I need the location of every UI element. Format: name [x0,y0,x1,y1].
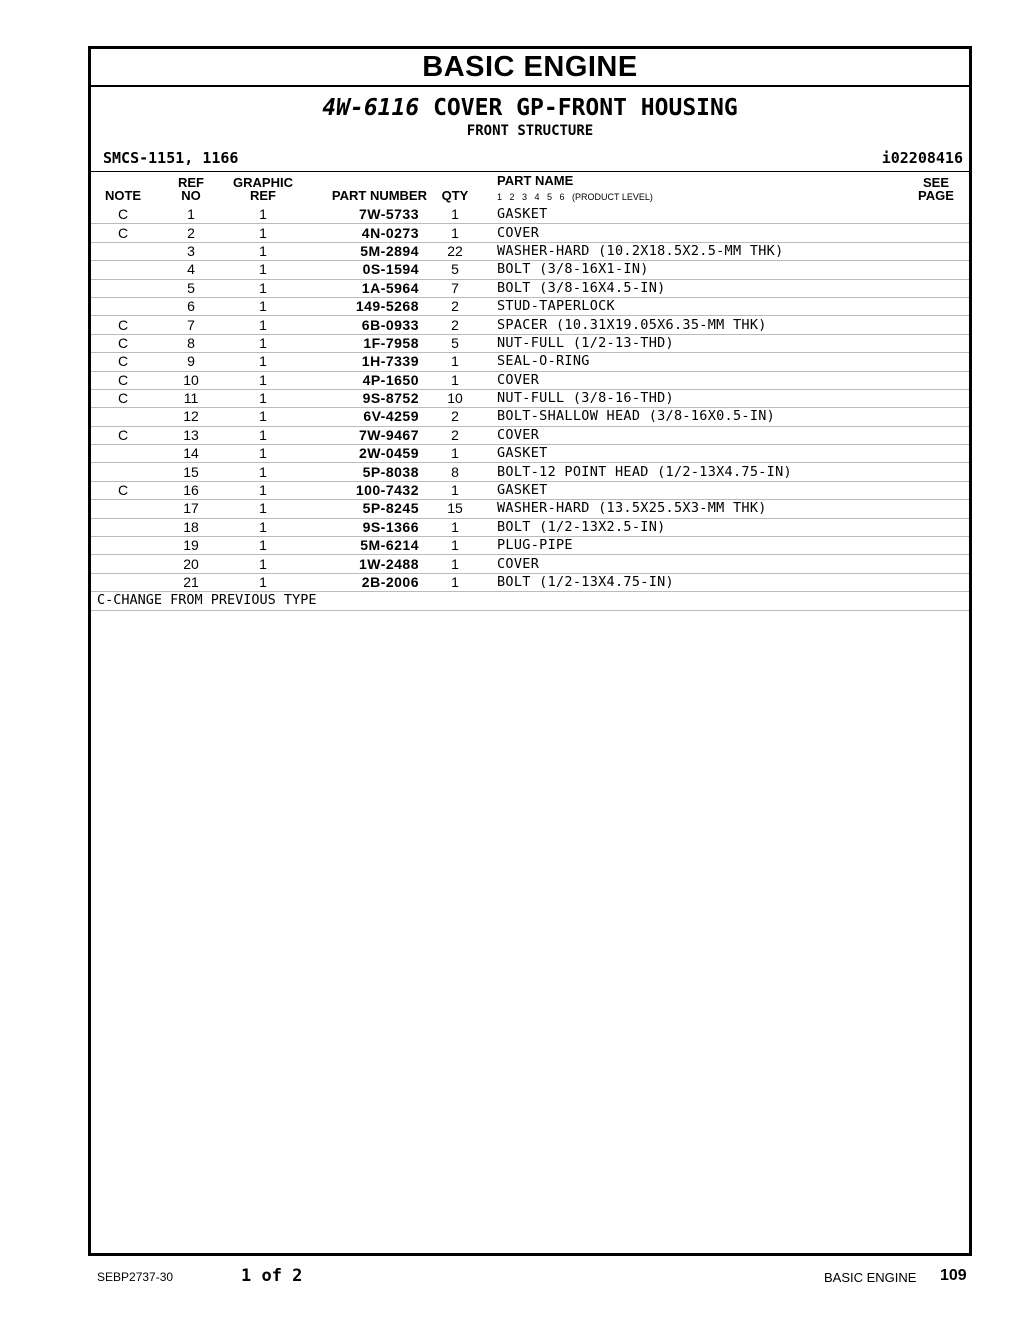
table-row [91,224,969,242]
row-part-number: 7W-9467 [299,426,427,444]
row-qty: 1 [427,537,483,555]
row-qty: 22 [427,242,483,260]
row-graphic-ref: 1 [227,206,299,224]
row-part-name: BOLT (3/8-16X1-IN) [483,261,969,279]
smcs-code: SMCS-1151, 1166 [103,149,239,167]
row-part-number: 7W-5733 [299,206,427,224]
table-row [91,426,969,444]
row-qty: 2 [427,297,483,315]
table-row [91,500,969,518]
row-part-number: 9S-8752 [299,389,427,407]
row-ref-no: 8 [155,334,227,352]
table-row [91,573,969,591]
row-part-name: BOLT (1/2-13X2.5-IN) [483,518,969,536]
row-qty: 15 [427,500,483,518]
row-graphic-ref: 1 [227,426,299,444]
table-row [91,481,969,499]
col-ref-header-top: REF [178,175,204,190]
row-note: C [91,481,155,499]
row-ref-no: 17 [155,500,227,518]
row-part-number: 100-7432 [299,481,427,499]
row-note [91,242,155,260]
col-graphic-header-top: GRAPHIC [233,175,293,190]
table-row [91,242,969,260]
row-ref-no: 14 [155,445,227,463]
row-qty: 1 [427,224,483,242]
group-part-number: 4W-6116 [322,95,420,121]
row-note [91,500,155,518]
row-note [91,445,155,463]
row-graphic-ref: 1 [227,500,299,518]
row-part-name: GASKET [483,445,969,463]
row-ref-no: 20 [155,555,227,573]
row-qty: 1 [427,445,483,463]
row-qty: 1 [427,573,483,591]
row-part-name: BOLT (1/2-13X4.75-IN) [483,573,969,591]
row-ref-no: 3 [155,242,227,260]
section-title: BASIC ENGINE [91,49,969,87]
col-part-number-header: PART NUMBER [331,188,427,203]
row-note: C [91,224,155,242]
row-qty: 8 [427,463,483,481]
row-ref-no: 2 [155,224,227,242]
row-part-number: 1A-5964 [299,279,427,297]
row-part-number: 1F-7958 [299,334,427,352]
row-part-name: BOLT-SHALLOW HEAD (3/8-16X0.5-IN) [483,408,969,426]
footnote-row [91,592,969,610]
page-footer [0,1266,1020,1290]
row-note: C [91,206,155,224]
row-ref-no: 6 [155,297,227,315]
row-ref-no: 19 [155,537,227,555]
row-ref-no: 16 [155,481,227,499]
table-row [91,408,969,426]
table-row [91,334,969,352]
row-part-number: 4N-0273 [299,224,427,242]
row-note [91,518,155,536]
row-part-number: 6B-0933 [299,316,427,334]
row-graphic-ref: 1 [227,389,299,407]
col-ref-header-bottom: NO [181,188,201,203]
row-graphic-ref: 1 [227,334,299,352]
table-row [91,206,969,224]
row-part-number: 2B-2006 [299,573,427,591]
footnote: C-CHANGE FROM PREVIOUS TYPE [91,592,969,610]
row-ref-no: 7 [155,316,227,334]
table-row [91,389,969,407]
row-ref-no: 5 [155,279,227,297]
doc-number: SEBP2737-30 [97,1270,174,1284]
row-part-number: 5M-6214 [299,537,427,555]
row-ref-no: 18 [155,518,227,536]
row-ref-no: 12 [155,408,227,426]
row-graphic-ref: 1 [227,408,299,426]
table-row [91,371,969,389]
table-row [91,353,969,371]
row-qty: 1 [427,555,483,573]
row-part-name: COVER [483,224,969,242]
row-graphic-ref: 1 [227,463,299,481]
row-part-number: 2W-0459 [299,445,427,463]
row-qty: 5 [427,334,483,352]
row-qty: 1 [427,518,483,536]
col-graphic-header-bottom: REF [250,188,276,203]
row-qty: 10 [427,389,483,407]
illustration-id: i02208416 [881,149,963,167]
row-note: C [91,426,155,444]
row-ref-no: 13 [155,426,227,444]
row-ref-no: 9 [155,353,227,371]
table-row [91,297,969,315]
row-qty: 2 [427,408,483,426]
row-part-number: 5M-2894 [299,242,427,260]
row-qty: 7 [427,279,483,297]
row-graphic-ref: 1 [227,242,299,260]
parts-table [91,206,969,611]
row-part-name: NUT-FULL (1/2-13-THD) [483,334,969,352]
page-frame [88,46,972,1256]
row-note [91,261,155,279]
row-graphic-ref: 1 [227,445,299,463]
row-part-number: 6V-4259 [299,408,427,426]
row-part-name: GASKET [483,206,969,224]
table-row [91,537,969,555]
row-ref-no: 4 [155,261,227,279]
row-graphic-ref: 1 [227,316,299,334]
row-graphic-ref: 1 [227,261,299,279]
row-part-name: BOLT-12 POINT HEAD (1/2-13X4.75-IN) [483,463,969,481]
col-qty-header: QTY [441,188,469,203]
table-row [91,316,969,334]
row-part-number: 149-5268 [299,297,427,315]
meta-row [91,149,969,169]
row-part-name: NUT-FULL (3/8-16-THD) [483,389,969,407]
row-part-name: WASHER-HARD (13.5X25.5X3-MM THK) [483,500,969,518]
row-graphic-ref: 1 [227,555,299,573]
row-part-name: COVER [483,371,969,389]
row-note [91,555,155,573]
row-ref-no: 21 [155,573,227,591]
row-qty: 2 [427,316,483,334]
row-graphic-ref: 1 [227,297,299,315]
row-note: C [91,389,155,407]
row-note: C [91,353,155,371]
row-part-number: 5P-8038 [299,463,427,481]
row-ref-no: 1 [155,206,227,224]
row-note [91,297,155,315]
col-note-header: NOTE [104,188,142,203]
col-see-page-header-bottom: PAGE [918,188,954,203]
row-qty: 2 [427,426,483,444]
row-part-name: SEAL-O-RING [483,353,969,371]
footer-section: BASIC ENGINE [824,1270,917,1285]
table-row [91,261,969,279]
row-part-number: 4P-1650 [299,371,427,389]
row-ref-no: 11 [155,389,227,407]
row-note: C [91,316,155,334]
row-part-number: 9S-1366 [299,518,427,536]
group-title [91,95,969,121]
row-graphic-ref: 1 [227,537,299,555]
row-graphic-ref: 1 [227,353,299,371]
row-part-number: 1H-7339 [299,353,427,371]
table-row [91,518,969,536]
row-graphic-ref: 1 [227,573,299,591]
row-note [91,537,155,555]
table-row [91,463,969,481]
row-note [91,279,155,297]
row-qty: 5 [427,261,483,279]
table-row [91,555,969,573]
row-graphic-ref: 1 [227,224,299,242]
row-part-name: STUD-TAPERLOCK [483,297,969,315]
row-part-name: WASHER-HARD (10.2X18.5X2.5-MM THK) [483,242,969,260]
row-graphic-ref: 1 [227,518,299,536]
row-note [91,463,155,481]
row-part-name: PLUG-PIPE [483,537,969,555]
row-part-name: COVER [483,555,969,573]
row-part-number: 1W-2488 [299,555,427,573]
row-part-name: BOLT (3/8-16X4.5-IN) [483,279,969,297]
table-row [91,445,969,463]
row-qty: 1 [427,206,483,224]
row-note: C [91,334,155,352]
table-row [91,279,969,297]
row-graphic-ref: 1 [227,481,299,499]
group-name: COVER GP-FRONT HOUSING [433,95,738,121]
row-ref-no: 15 [155,463,227,481]
row-note [91,573,155,591]
page-of: 1 of 2 [241,1266,303,1286]
row-part-number: 5P-8245 [299,500,427,518]
col-see-page-header-top: SEE [922,175,949,190]
row-graphic-ref: 1 [227,371,299,389]
row-part-name: COVER [483,426,969,444]
table-header [91,171,969,206]
row-part-name: GASKET [483,481,969,499]
col-part-name-header: PART NAME [497,173,574,188]
row-qty: 1 [427,353,483,371]
row-part-name: SPACER (10.31X19.05X6.35-MM THK) [483,316,969,334]
row-graphic-ref: 1 [227,279,299,297]
product-level-header: 1 2 3 4 5 6 (PRODUCT LEVEL) [497,192,653,202]
row-note [91,408,155,426]
row-part-number: 0S-1594 [299,261,427,279]
row-note: C [91,371,155,389]
row-ref-no: 10 [155,371,227,389]
group-subtitle: FRONT STRUCTURE [466,123,594,139]
row-qty: 1 [427,481,483,499]
page-number: 109 [940,1267,967,1284]
row-qty: 1 [427,371,483,389]
